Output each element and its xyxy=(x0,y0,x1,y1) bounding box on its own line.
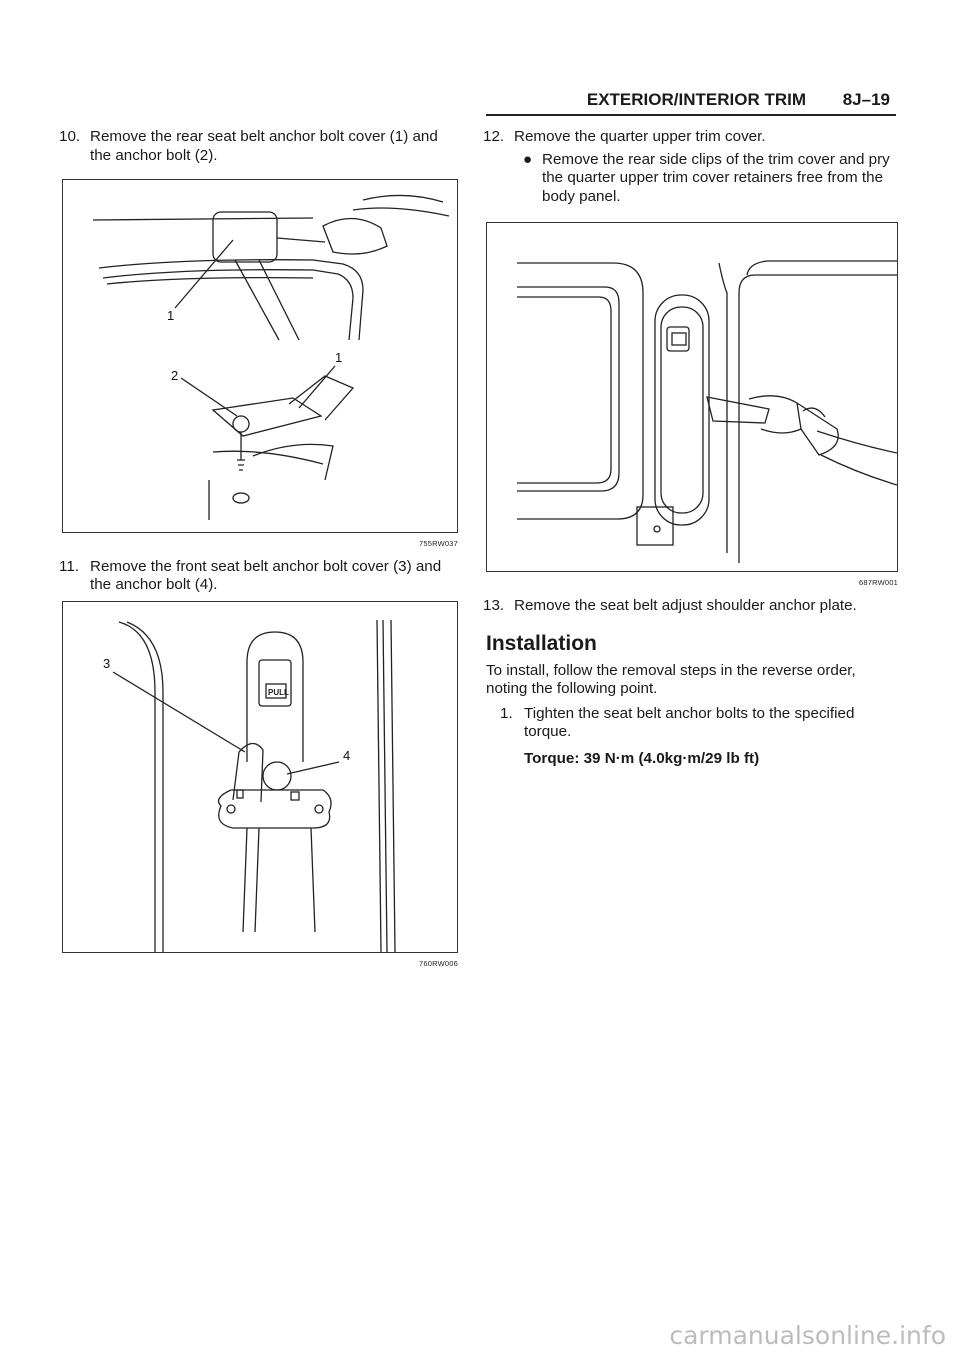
front-anchor-illustration xyxy=(63,602,457,952)
figure-quarter-trim xyxy=(486,222,898,572)
step-text: Remove the rear seat belt anchor bolt cover (1) and the anchor bolt (2). xyxy=(90,128,438,164)
bullet-text: Remove the rear side clips of the trim cover and pry the quarter upper trim cover retainers free from the body panel. xyxy=(542,150,890,205)
callout-1a: 1 xyxy=(167,308,175,323)
section-title: EXTERIOR/INTERIOR TRIM xyxy=(586,90,806,109)
step-number: 12. xyxy=(483,128,505,145)
figure-code: 755RW037 xyxy=(419,539,458,548)
step-text: Remove the seat belt adjust shoulder anchor plate. xyxy=(514,596,857,614)
callout-3: 3 xyxy=(103,655,111,671)
quarter-trim-illustration xyxy=(487,223,897,571)
figure-rear-anchor xyxy=(62,179,458,533)
torque-spec: Torque: 39 N·m (4.0kg·m/29 lb ft) xyxy=(524,749,760,767)
left-column xyxy=(59,128,458,973)
figure-front-anchor xyxy=(62,601,458,953)
step-11 xyxy=(59,557,458,595)
pull-label: PULL xyxy=(268,687,289,697)
step-text: Tighten the seat belt anchor bolts to the specified torque. xyxy=(524,704,855,740)
step-number: 1. xyxy=(500,704,513,722)
callout-4: 4 xyxy=(343,747,351,763)
page-header xyxy=(486,88,896,116)
step-text: Remove the quarter upper trim cover. xyxy=(514,128,766,145)
installation-intro: To install, follow the removal steps in the reverse order, noting the following point. xyxy=(486,661,856,697)
figure-code: 687RW001 xyxy=(859,578,898,587)
step-12-bullet xyxy=(486,151,898,207)
bullet-icon: ● xyxy=(523,150,533,168)
step-number: 10. xyxy=(59,128,81,145)
step-number: 13. xyxy=(483,596,505,614)
right-column xyxy=(483,128,898,768)
step-text: Remove the front seat belt anchor bolt cover (3) and the anchor bolt (4). xyxy=(90,557,442,593)
figure-code: 760RW006 xyxy=(419,958,458,968)
callout-1b: 1 xyxy=(335,350,343,365)
header-rule xyxy=(486,114,896,116)
rear-anchor-illustration xyxy=(63,180,457,532)
installation-step-1 xyxy=(486,705,898,742)
watermark: carmanualsonline.info xyxy=(669,1321,946,1350)
callout-2: 2 xyxy=(171,368,179,383)
page-number: 8J–19 xyxy=(842,90,890,109)
step-13 xyxy=(483,596,898,616)
installation-heading: Installation xyxy=(486,632,597,655)
step-number: 11. xyxy=(59,557,79,575)
step-12 xyxy=(483,128,898,147)
step-10 xyxy=(59,128,458,165)
